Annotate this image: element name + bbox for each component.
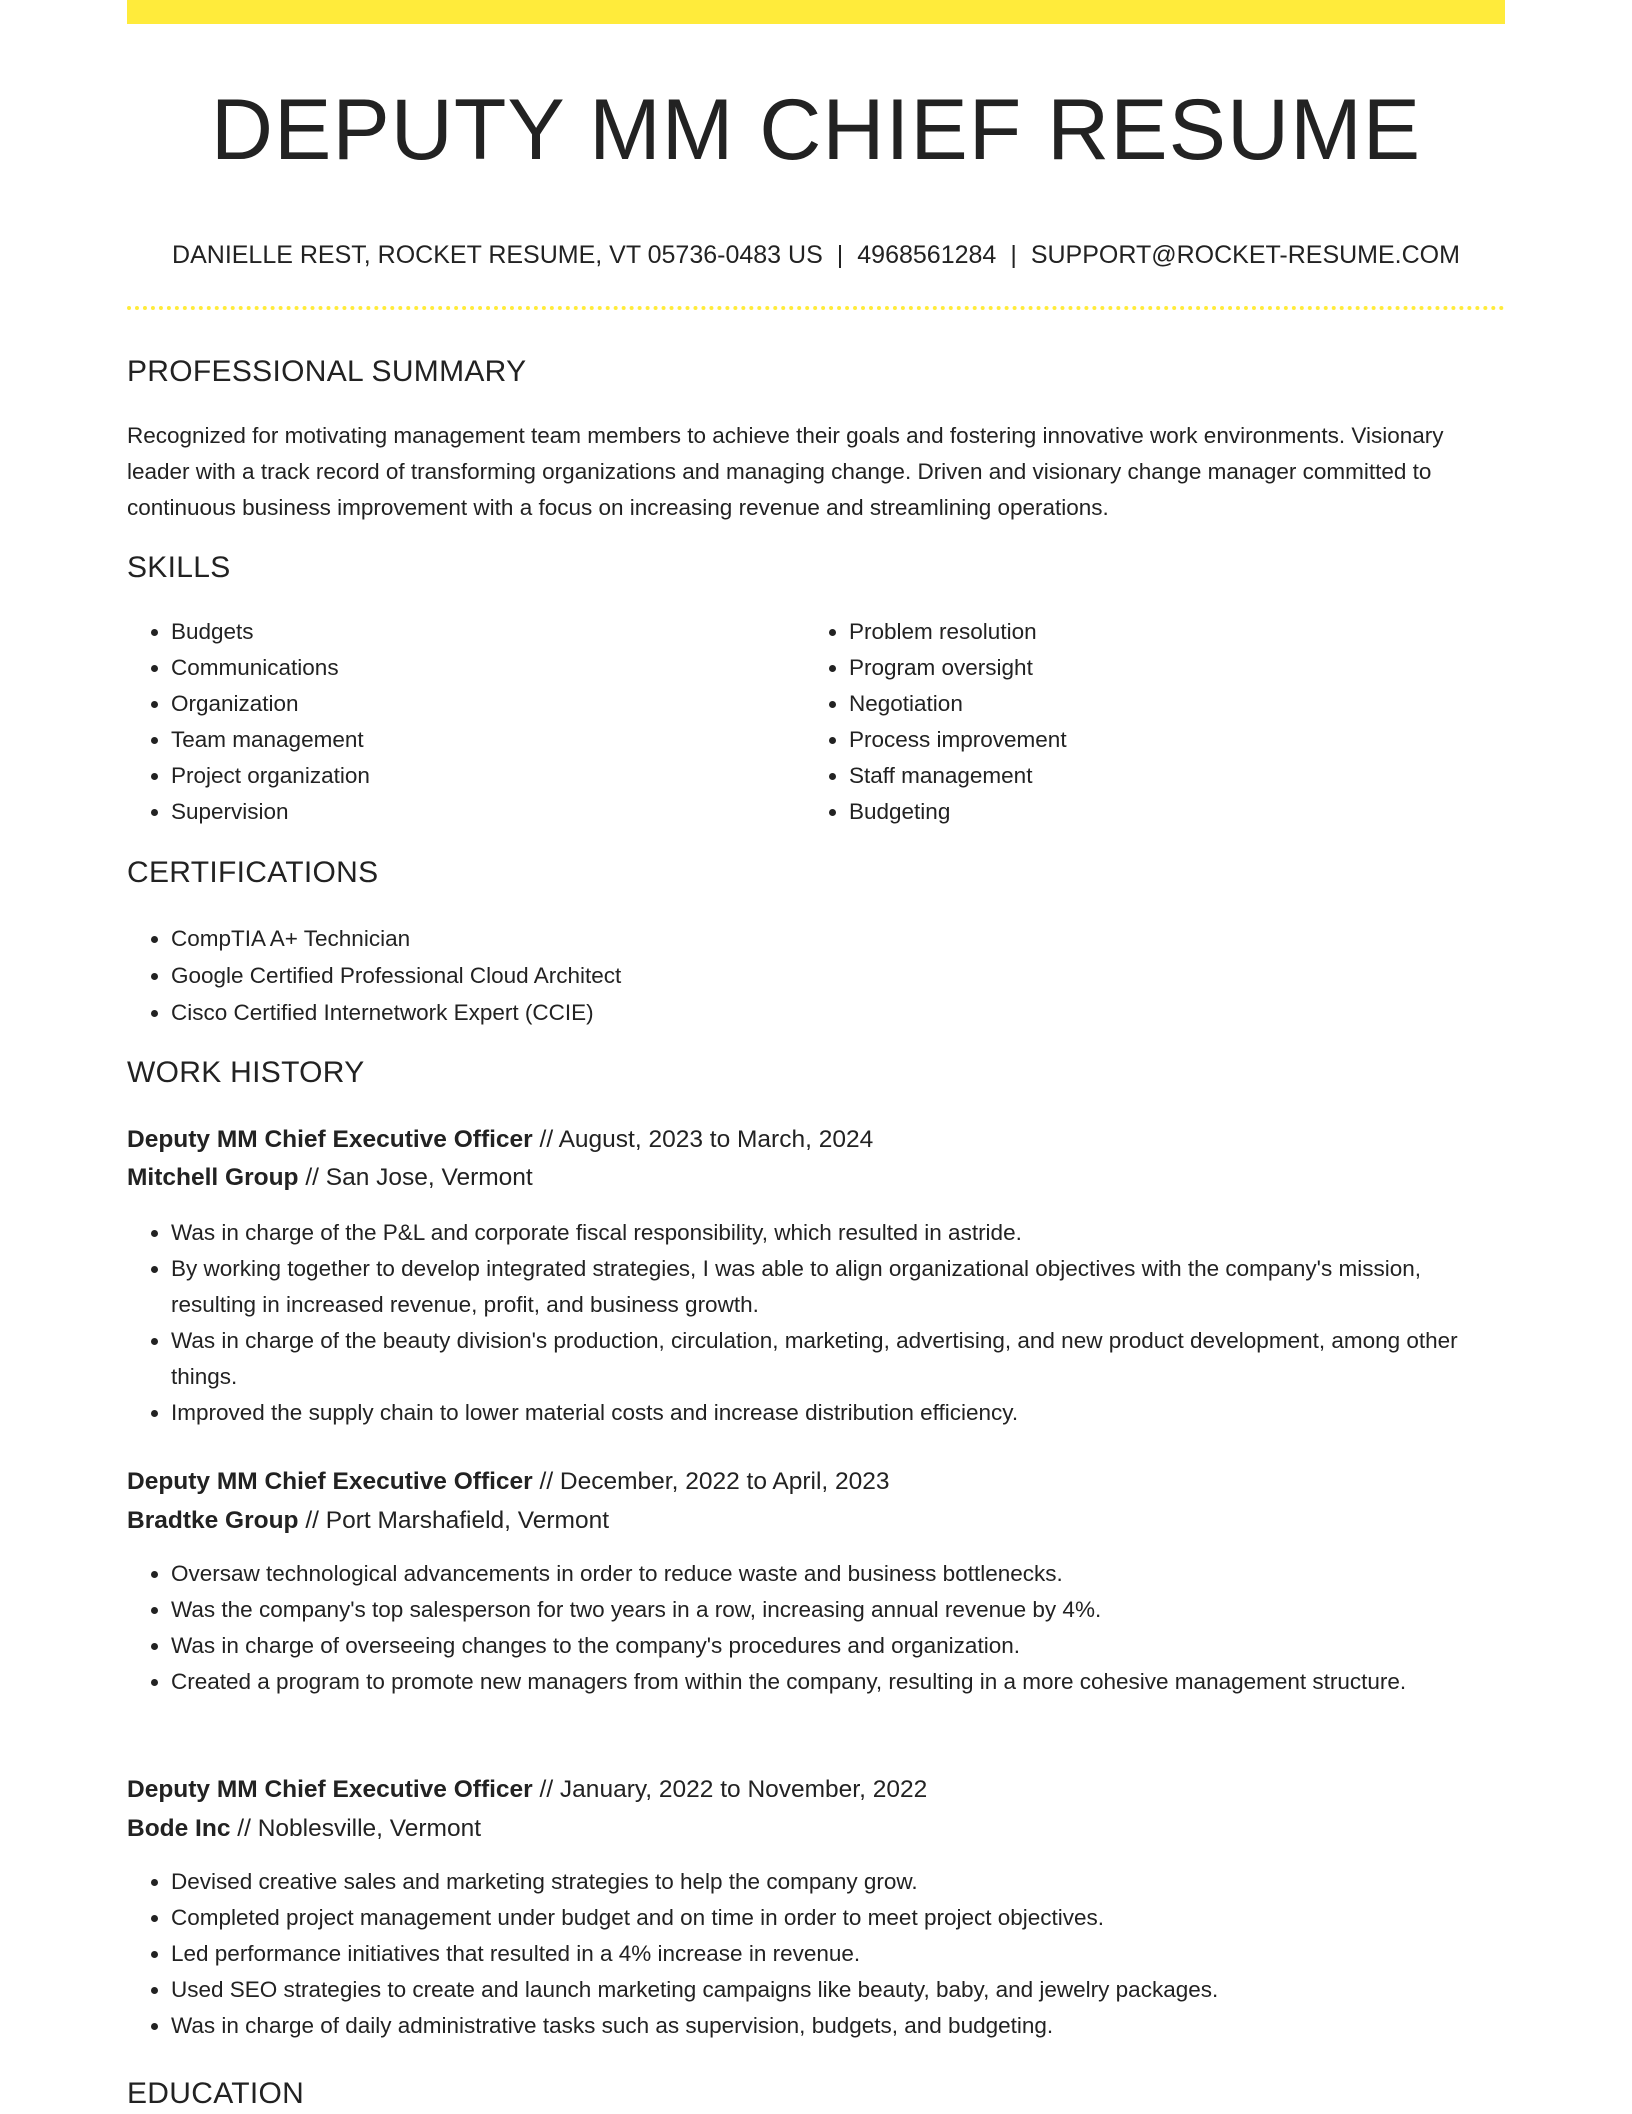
skill-item: • Budgeting xyxy=(849,794,1529,830)
education-heading: EDUCATION xyxy=(127,2077,305,2110)
skill-item: • Staff management xyxy=(849,758,1529,794)
job-bullets xyxy=(127,1556,1505,1700)
accent-top-bar xyxy=(127,0,1505,24)
skills-list-right xyxy=(805,614,1529,830)
job-dates: // August, 2023 to March, 2024 xyxy=(539,1126,874,1153)
job-company: Bradtke Group xyxy=(127,1507,299,1534)
skill-item: • Organization xyxy=(171,686,791,722)
contact-separator: | xyxy=(1010,241,1017,269)
job-company-line xyxy=(127,1503,609,1539)
header-divider xyxy=(127,306,1505,310)
summary-text: Recognized for motivating management team members to achieve their goals and fostering innovative work environments. Visionary leader with a track record of transforming organizations and managing change. Driven and visionary change manager committed to continuous business improvement with a focus on increasing revenue and streamlining operations. xyxy=(127,423,1444,520)
job-title-line xyxy=(127,1464,890,1500)
job-bullet: • Was in charge of daily administrative tasks such as supervision, budgets, and budgeting. xyxy=(171,2008,1505,2044)
skill-item: • Program oversight xyxy=(849,650,1529,686)
skill-item: • Negotiation xyxy=(849,686,1529,722)
skill-item: • Budgets xyxy=(171,614,791,650)
job-location: // Port Marshafield, Vermont xyxy=(305,1507,609,1534)
job-bullet: • Was in charge of the P&L and corporate fiscal responsibility, which resulted in astride. xyxy=(171,1215,1505,1251)
summary-heading: PROFESSIONAL SUMMARY xyxy=(127,355,527,388)
contact-line xyxy=(127,238,1505,272)
job-title: Deputy MM Chief Executive Officer xyxy=(127,1126,533,1153)
skill-item: • Communications xyxy=(171,650,791,686)
skill-item: • Supervision xyxy=(171,794,791,830)
job-dates: // December, 2022 to April, 2023 xyxy=(539,1468,890,1495)
job-bullet: • Was in charge of the beauty division's production, circulation, marketing, advertising, and new product development, among other things. xyxy=(171,1323,1505,1395)
job-company-line xyxy=(127,1160,533,1196)
job-bullet: • Was the company's top salesperson for two years in a row, increasing annual revenue by 4%. xyxy=(171,1592,1505,1628)
job-bullets xyxy=(127,1864,1505,2044)
skill-item: • Problem resolution xyxy=(849,614,1529,650)
job-bullets xyxy=(127,1215,1505,1431)
job-bullet: • Oversaw technological advancements in order to reduce waste and business bottlenecks. xyxy=(171,1556,1505,1592)
contact-address: DANIELLE REST, ROCKET RESUME, VT 05736-0483 US xyxy=(172,241,823,269)
contact-phone: 4968561284 xyxy=(857,241,997,269)
skill-item: • Process improvement xyxy=(849,722,1529,758)
job-location: // San Jose, Vermont xyxy=(305,1164,533,1191)
job-bullet: • Created a program to promote new managers from within the company, resulting in a more cohesive management structure. xyxy=(171,1664,1505,1700)
job-bullet: • Used SEO strategies to create and launch marketing campaigns like beauty, baby, and jewelry packages. xyxy=(171,1972,1505,2008)
job-location: // Noblesville, Vermont xyxy=(237,1815,482,1842)
job-bullet: • Improved the supply chain to lower material costs and increase distribution efficiency. xyxy=(171,1395,1505,1431)
skill-item: • Team management xyxy=(171,722,791,758)
skills-list-left xyxy=(127,614,791,830)
certifications-list xyxy=(127,920,1505,1031)
job-bullet: • Led performance initiatives that resulted in a 4% increase in revenue. xyxy=(171,1936,1505,1972)
job-title-line xyxy=(127,1772,927,1808)
job-bullet: • Completed project management under budget and on time in order to meet project objectives. xyxy=(171,1900,1505,1936)
job-bullet: • Devised creative sales and marketing strategies to help the company grow. xyxy=(171,1864,1505,1900)
certification-item: • CompTIA A+ Technician xyxy=(171,920,1505,957)
contact-separator: | xyxy=(836,241,844,269)
page-title: DEPUTY MM CHIEF RESUME xyxy=(210,82,1422,178)
work-history-heading: WORK HISTORY xyxy=(127,1056,365,1089)
job-title: Deputy MM Chief Executive Officer xyxy=(127,1468,533,1495)
contact-email: SUPPORT@ROCKET-RESUME.COM xyxy=(1030,241,1460,269)
certifications-heading: CERTIFICATIONS xyxy=(127,856,379,889)
job-company: Mitchell Group xyxy=(127,1164,299,1191)
job-title-line xyxy=(127,1122,873,1158)
job-bullet: • Was in charge of overseeing changes to the company's procedures and organization. xyxy=(171,1628,1505,1664)
skill-item: • Project organization xyxy=(171,758,791,794)
certification-item: • Cisco Certified Internetwork Expert (CCIE) xyxy=(171,994,1505,1031)
job-title: Deputy MM Chief Executive Officer xyxy=(127,1776,533,1803)
skills-heading: SKILLS xyxy=(127,551,231,584)
job-company: Bode Inc xyxy=(127,1815,231,1842)
job-company-line xyxy=(127,1811,481,1847)
certification-item: • Google Certified Professional Cloud Architect xyxy=(171,957,1505,994)
job-bullet: • By working together to develop integrated strategies, I was able to align organizational objectives with the company's mission, resulting in increased revenue, profit, and business growth. xyxy=(171,1251,1505,1323)
job-dates: // January, 2022 to November, 2022 xyxy=(539,1776,928,1803)
